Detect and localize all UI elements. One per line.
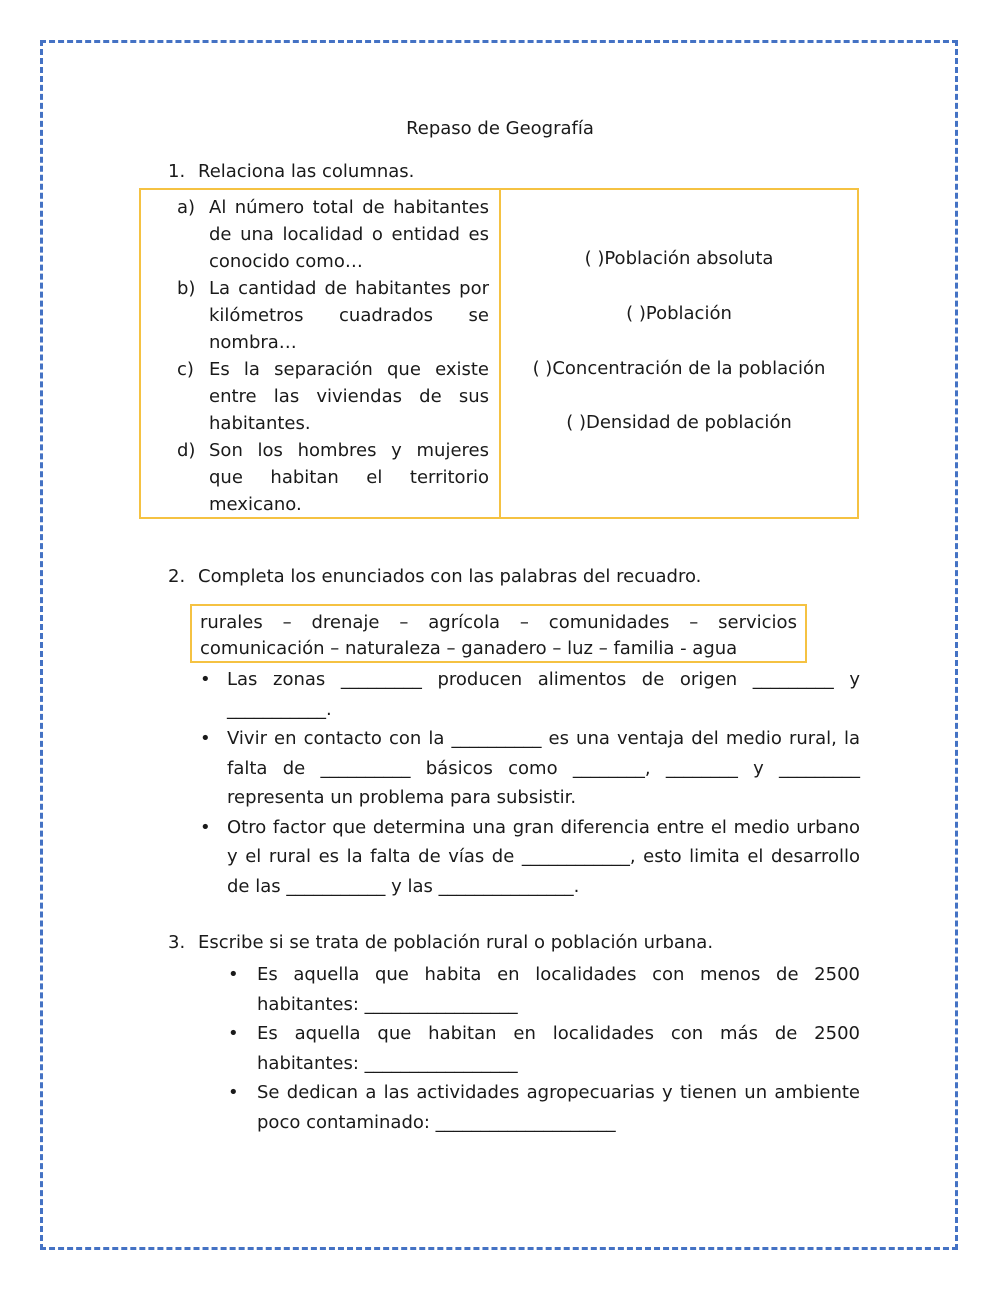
word-bank: [190, 604, 807, 663]
q2-heading: [168, 566, 701, 587]
bullet-icon: •: [200, 728, 211, 749]
q3-statements: [228, 960, 860, 1137]
separator: –: [689, 612, 699, 633]
matching-item-d: [177, 437, 489, 518]
word: agrícola: [428, 612, 501, 633]
statement-1[interactable]: [200, 665, 860, 724]
q3-heading-text: Escribe si se trata de población rural o población urbana.: [198, 932, 714, 953]
statement-agropecuaria[interactable]: [228, 1078, 860, 1137]
item-label: d): [177, 440, 196, 461]
statement-text: Se dedican a las actividades agropecuarias y tienen un ambiente poco contaminado: ____________________: [257, 1082, 860, 1133]
word: comunidades: [548, 612, 670, 633]
word-bank-line-2: comunicación – naturaleza – ganadero – luz – familia - agua: [200, 638, 738, 659]
option-poblacion[interactable]: ( )Población: [626, 303, 732, 324]
item-text: La cantidad de habitantes por kilómetros cuadrados se nombra…: [209, 278, 489, 353]
q3-number: 3.: [168, 932, 186, 953]
separator: –: [282, 612, 292, 633]
statement-text: Es aquella que habitan en localidades con más de 2500 habitantes: _________________: [257, 1023, 860, 1074]
matching-item-b: [177, 275, 489, 356]
bullet-icon: •: [228, 1082, 239, 1103]
q1-number: 1.: [168, 161, 186, 182]
matching-table: [139, 188, 859, 519]
item-label: b): [177, 278, 196, 299]
statement-urbana[interactable]: [228, 1019, 860, 1078]
statement-text: Las zonas _________ producen alimentos de origen _________ y ___________.: [227, 669, 860, 720]
word-bank-line-1: [200, 610, 797, 636]
q2-statements: [200, 665, 860, 901]
statement-2[interactable]: [200, 724, 860, 813]
item-label: c): [177, 359, 194, 380]
word: servicios: [718, 612, 797, 633]
q3-heading: [168, 932, 713, 953]
word: rurales: [200, 612, 263, 633]
word: drenaje: [311, 612, 380, 633]
option-poblacion-absoluta[interactable]: ( )Población absoluta: [584, 248, 774, 269]
item-label: a): [177, 197, 196, 218]
q2-heading-text: Completa los enunciados con las palabras del recuadro.: [198, 566, 702, 587]
matching-item-a: [177, 194, 489, 275]
bullet-icon: •: [228, 1023, 239, 1044]
item-text: Es la separación que existe entre las viviendas de sus habitantes.: [209, 359, 489, 434]
statement-rural[interactable]: [228, 960, 860, 1019]
item-text: Son los hombres y mujeres que habitan el territorio mexicano.: [209, 440, 489, 515]
page-title: Repaso de Geografía: [406, 118, 594, 139]
q1-heading-text: Relaciona las columnas.: [198, 161, 415, 182]
separator: –: [519, 612, 529, 633]
statement-text: Es aquella que habita en localidades con menos de 2500 habitantes: _________________: [257, 964, 860, 1015]
separator: –: [399, 612, 409, 633]
bullet-icon: •: [200, 816, 211, 838]
item-text: Al número total de habitantes de una localidad o entidad es conocido como…: [209, 197, 489, 272]
option-concentracion[interactable]: ( )Concentración de la población: [532, 358, 826, 379]
option-densidad[interactable]: ( )Densidad de población: [566, 412, 792, 433]
bullet-icon: •: [228, 964, 239, 985]
statement-text: Otro factor que determina una gran diferencia entre el medio urbano y el rural es la falta de vías de ____________, esto limita el desarrollo de las ___________ y las _______________.: [227, 816, 860, 897]
statement-3[interactable]: [200, 813, 860, 902]
q1-heading: [168, 161, 414, 182]
statement-text: Vivir en contacto con la __________ es una ventaja del medio rural, la falta de __________ básicos como ________, ________ y _________ representa un problema para subsistir.: [227, 728, 860, 808]
q2-number: 2.: [168, 566, 186, 587]
matching-right-column: [501, 190, 857, 517]
bullet-icon: •: [200, 669, 211, 690]
matching-item-c: [177, 356, 489, 437]
matching-left-column: [141, 190, 501, 517]
